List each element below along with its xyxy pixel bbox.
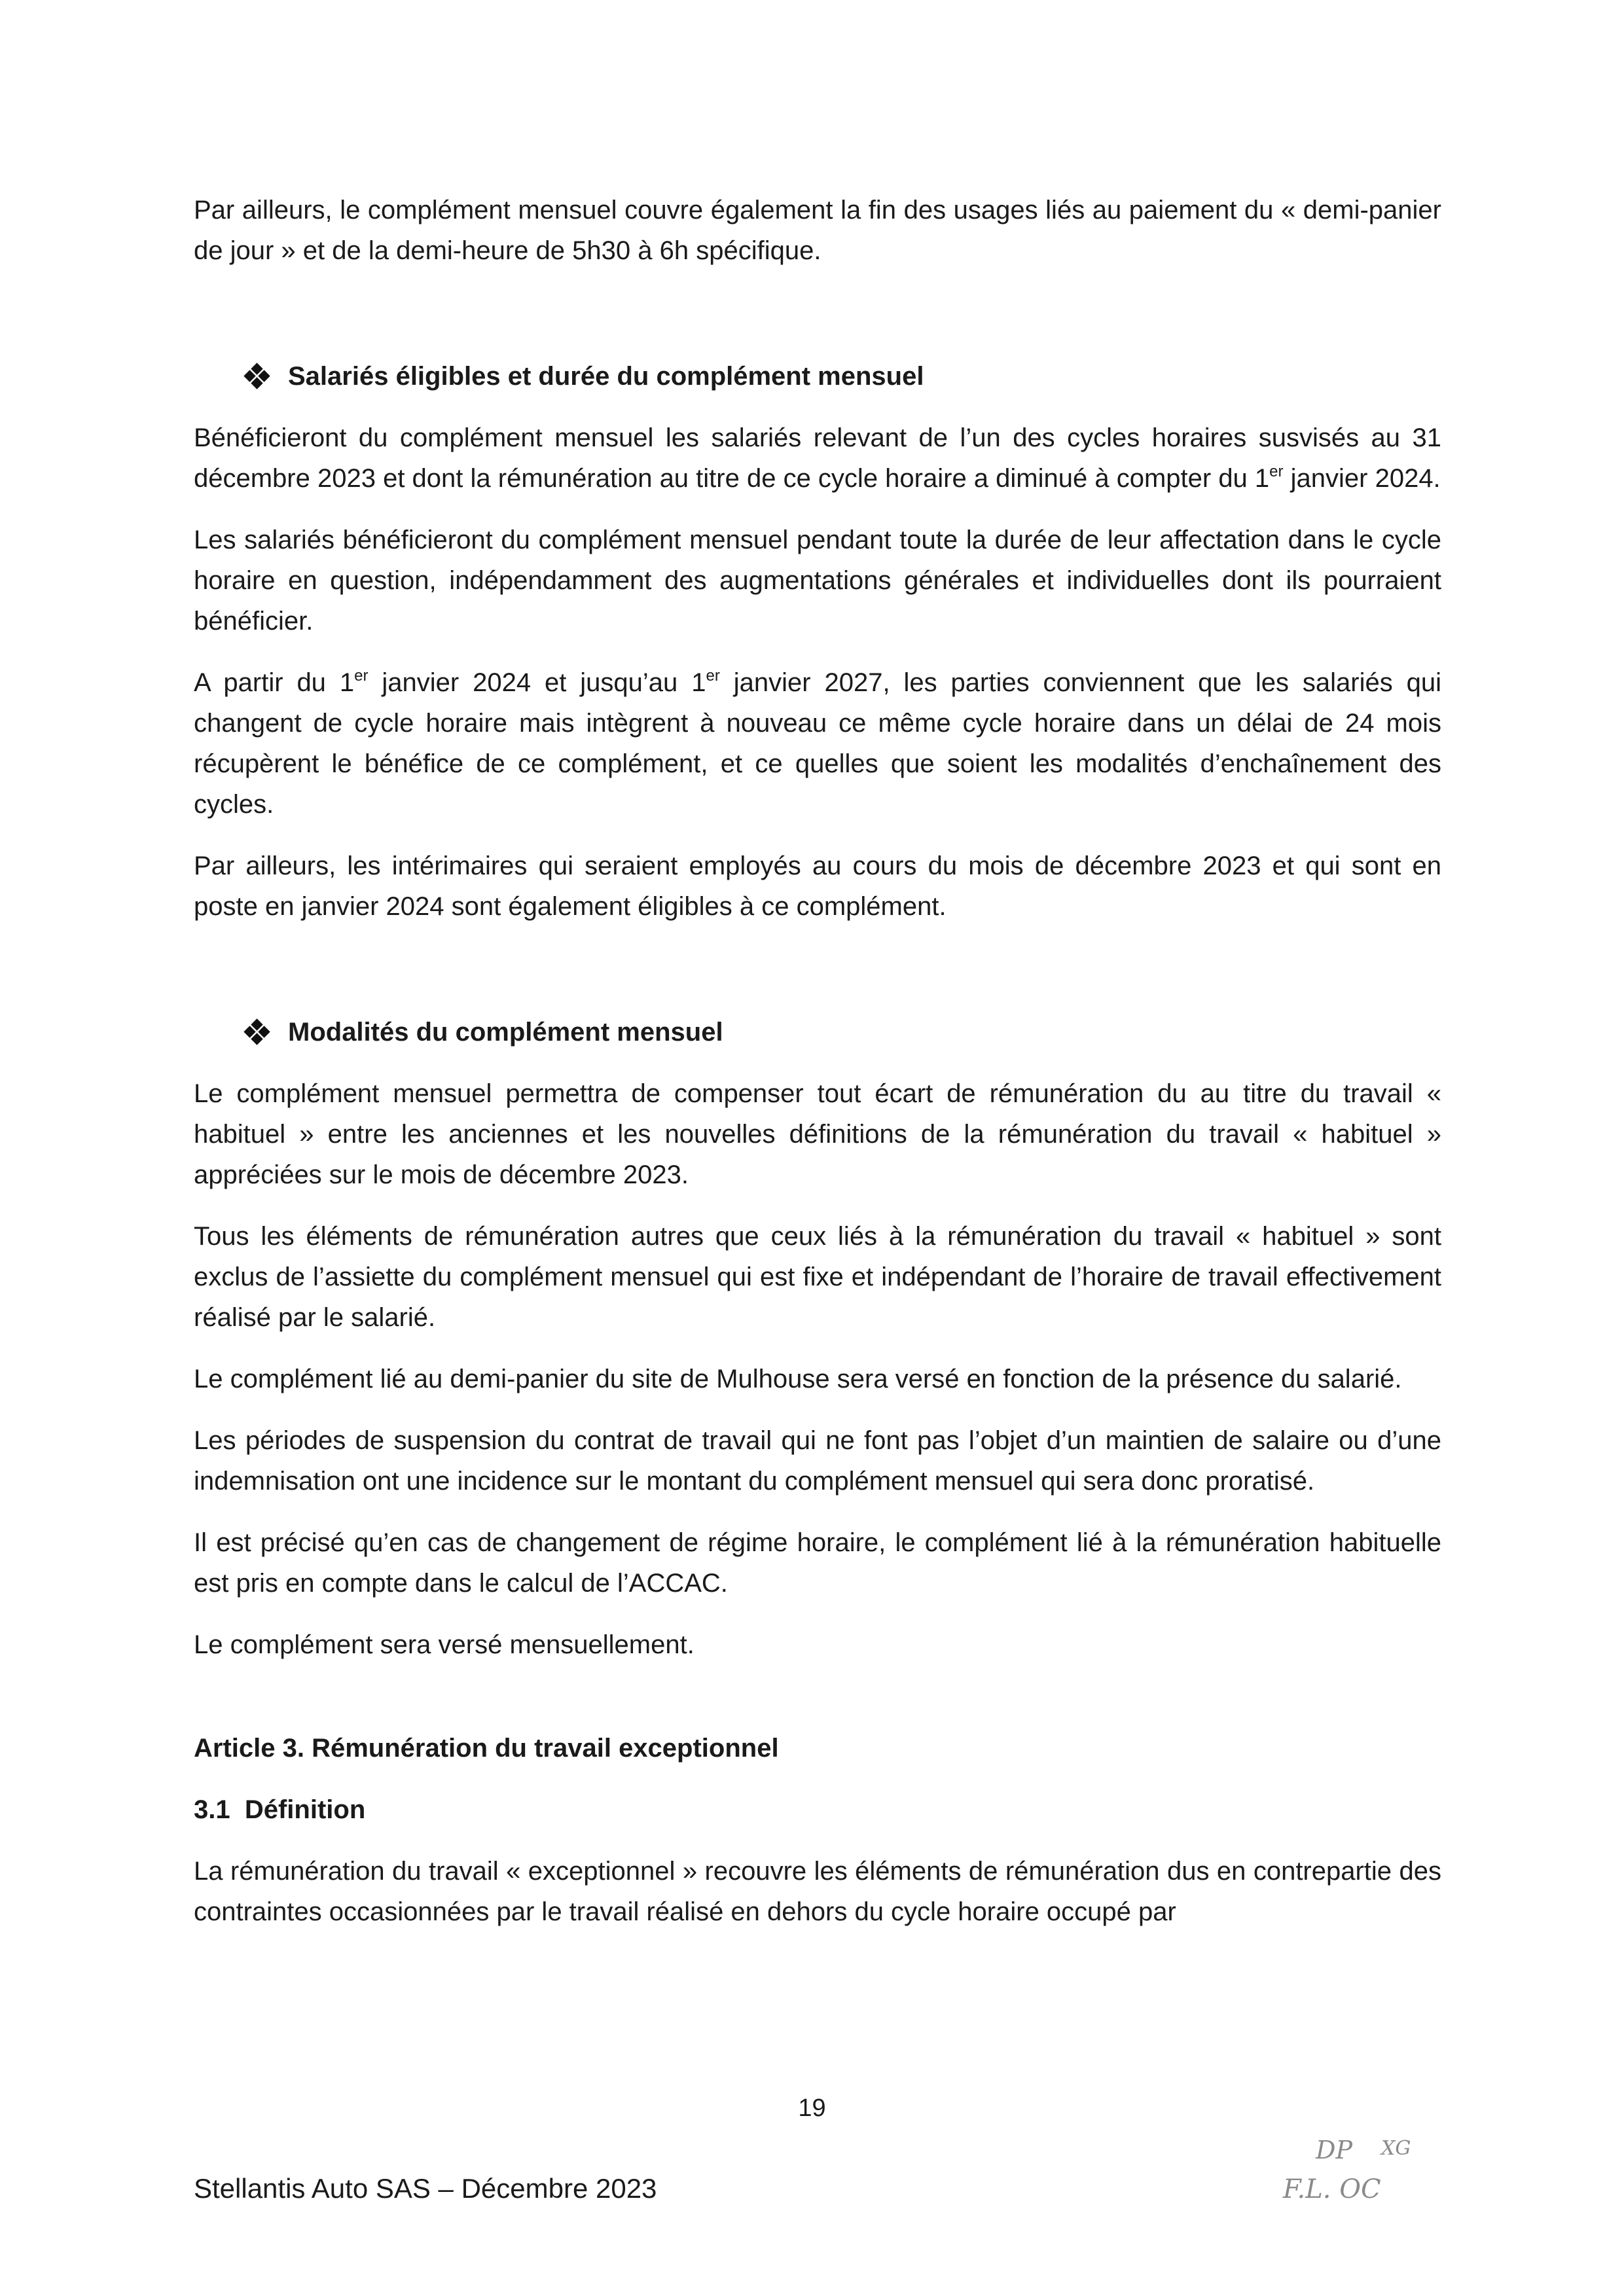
section-3-1-heading: 3.1 Définition: [194, 1795, 366, 1824]
eligibles-heading-text: Salariés éligibles et durée du complément mensuel: [288, 362, 924, 391]
eligibles-p3-part3: janvier 2027, les parties conviennent que les salariés qui changent de cycle horaire mais intègrent à nouveau ce même cycle horaire dans un délai de 24 mois récupèrent le bénéfice de ce complément, et ce quelles que soient les modalités d’enchaînement des cycles.: [194, 668, 1441, 819]
superscript: er: [1269, 463, 1284, 480]
eligibles-p3-part1: A partir du 1: [194, 668, 355, 697]
four-diamond-bullet-icon: [245, 1020, 270, 1045]
article-3-paragraph-1: La rémunération du travail « exceptionnel » recouvre les éléments de rémunération dus en contrepartie des contraintes occasionnées par le travail réalisé en dehors du cycle horaire occupé par: [194, 1857, 1441, 1926]
modalites-paragraph-2: Tous les éléments de rémunération autres que ceux liés à la rémunération du travail « habituel » sont exclus de l’assiette du complément mensuel qui est fixe et indépendant de l’horaire de travail effectivement réalisé par le salarié.: [194, 1222, 1441, 1332]
eligibles-paragraph-4: Par ailleurs, les intérimaires qui seraient employés au cours du mois de décembre 2023 et qui sont en poste en janvier 2024 sont également éligibles à ce complément.: [194, 852, 1441, 921]
modalites-paragraph-6: Le complément sera versé mensuellement.: [194, 1630, 695, 1659]
eligibles-paragraph-1: [194, 418, 1441, 499]
modalites-paragraph-3: Le complément lié au demi-panier du site de Mulhouse sera versé en fonction de la présence du salarié.: [194, 1365, 1402, 1393]
modalites-heading-text: Modalités du complément mensuel: [288, 1018, 723, 1047]
footer: Stellantis Auto SAS – Décembre 2023: [194, 2173, 657, 2204]
eligibles-p1-end: janvier 2024.: [1283, 464, 1441, 493]
eligibles-p3-part2: janvier 2024 et jusqu’au 1: [368, 668, 706, 697]
page-content: [194, 190, 1441, 1932]
eligibles-paragraph-2: Les salariés bénéficieront du complément mensuel pendant toute la durée de leur affectation dans le cycle horaire en question, indépendamment des augmentations générales et individuelles dont ils pourraient bénéficier.: [194, 526, 1441, 636]
handwritten-initials: [1276, 2121, 1447, 2219]
eligibles-heading: [194, 356, 1441, 397]
initials-line-1b: XG: [1381, 2137, 1411, 2160]
eligibles-p1-text: Bénéficieront du complément mensuel les salariés relevant de l’un des cycles horaires susvisés au 31 décembre 2023 et dont la rémunération au titre de ce cycle horaire a diminué à compter du 1: [194, 423, 1441, 493]
superscript: er: [706, 667, 720, 685]
intro-paragraph: Par ailleurs, le complément mensuel couvre également la fin des usages liés au paiement du « demi-panier de jour » et de la demi-heure de 5h30 à 6h spécifique.: [194, 196, 1441, 265]
modalites-paragraph-5: Il est précisé qu’en cas de changement de régime horaire, le complément lié à la rémunération habituelle est pris en compte dans le calcul de l’ACCAC.: [194, 1528, 1441, 1598]
eligibles-paragraph-3: [194, 662, 1441, 825]
initials-line-1a: DP: [1316, 2136, 1353, 2164]
modalites-paragraph-1: Le complément mensuel permettra de compenser tout écart de rémunération du au titre du travail « habituel » entre les anciennes et les nouvelles définitions de la rémunération du travail « habituel » appréciées sur le mois de décembre 2023.: [194, 1079, 1441, 1189]
superscript: er: [354, 667, 369, 685]
initials-line-2: F.L. OC: [1283, 2174, 1381, 2204]
modalites-paragraph-4: Les périodes de suspension du contrat de travail qui ne font pas l’objet d’un maintien de salaire ou d’une indemnisation ont une incidence sur le montant du complément mensuel qui sera donc proratisé.: [194, 1426, 1441, 1496]
page-number: 19: [798, 2094, 826, 2122]
four-diamond-bullet-icon: [245, 364, 270, 389]
article-3-heading: Article 3. Rémunération du travail exceptionnel: [194, 1734, 779, 1763]
modalites-heading: [194, 1012, 1441, 1052]
